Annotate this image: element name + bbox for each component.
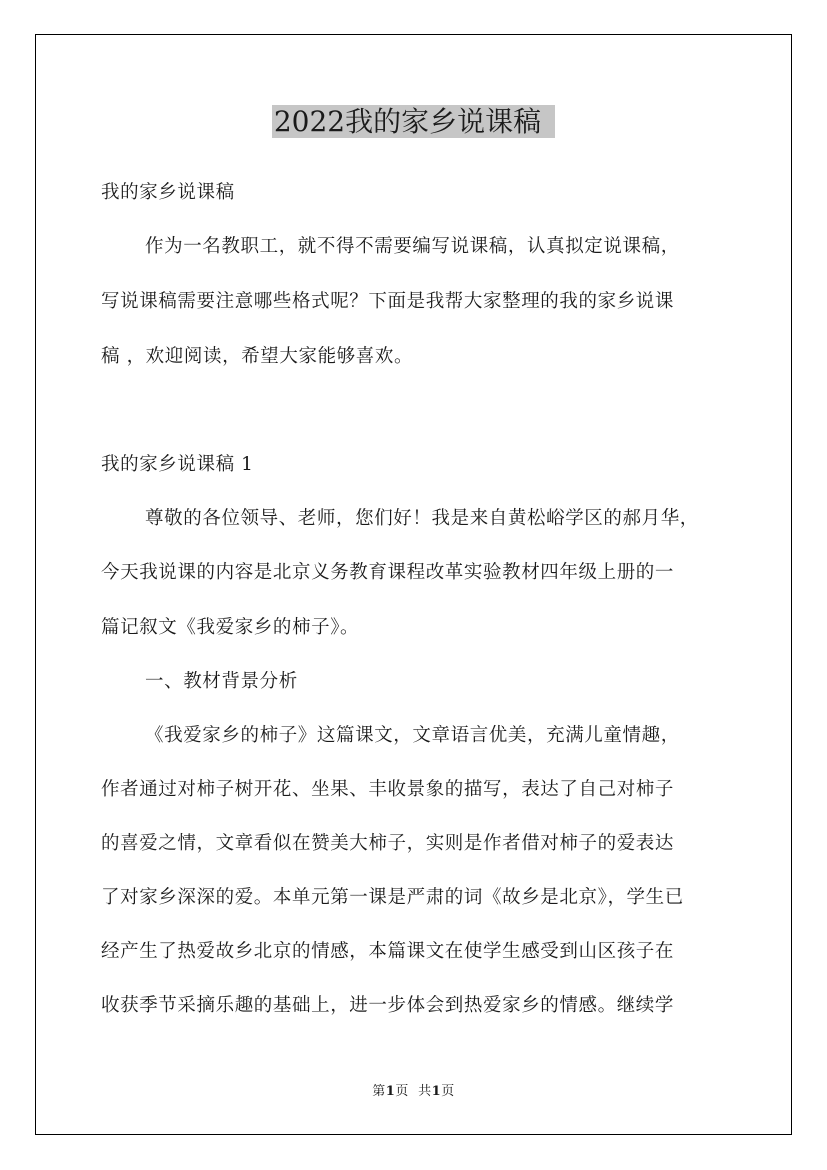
paragraph-line: 篇记叙文《我爱家乡的柿子》。 [101, 617, 360, 638]
paragraph-line: 作者通过对柿子树开花、坐果、丰收景象的描写，表达了自己对柿子 [101, 779, 675, 800]
paragraph-line: 《我爱家乡的柿子》这篇课文，文章语言优美，充满儿童情趣， [145, 725, 680, 746]
footer-total-number: 1 [431, 1084, 442, 1099]
paragraph-line: 今天我说课的内容是北京义务教育课程改革实验教材四年级上册的一 [101, 562, 675, 583]
document-title [0, 103, 827, 141]
footer-total-suffix: 页 [441, 1084, 455, 1099]
paragraph-line: 了对家乡深深的爱。本单元第一课是严肃的词《故乡是北京》，学生已 [101, 887, 684, 908]
document-title-text: 2022我的家乡说课稿 [272, 105, 555, 138]
paragraph-line: 写说课稿需要注意哪些格式呢？下面是我帮大家整理的我的家乡说课 [101, 291, 675, 312]
paragraph-line: 尊敬的各位领导、老师，您们好！我是来自黄松峪学区的郝月华， [145, 508, 699, 529]
paragraph-line: 作为一名教职工，就不得不需要编写说课稿，认真拟定说课稿， [145, 236, 680, 257]
footer-total-prefix: 共 [418, 1084, 432, 1099]
paragraph-line: 经产生了热爱故乡北京的情感，本篇课文在使学生感受到山区孩子在 [101, 941, 675, 962]
section-heading: 我的家乡说课稿 1 [101, 454, 254, 475]
subheading: 一、教材背景分析 [145, 671, 298, 692]
footer-page-prefix: 第 [372, 1084, 386, 1099]
footer-page-suffix: 页 [395, 1084, 409, 1099]
paragraph-line: 稿 ，欢迎阅读，希望大家能够喜欢。 [101, 346, 414, 367]
paragraph-line: 的喜爱之情，文章看似在赞美大柿子，实则是作者借对柿子的爱表达 [101, 833, 675, 854]
intro-heading: 我的家乡说课稿 [101, 182, 235, 203]
paragraph-line: 收获季节采摘乐趣的基础上，进一步体会到热爱家乡的情感。继续学 [101, 995, 675, 1016]
page-footer [0, 1083, 827, 1101]
footer-page-number: 1 [385, 1084, 396, 1099]
